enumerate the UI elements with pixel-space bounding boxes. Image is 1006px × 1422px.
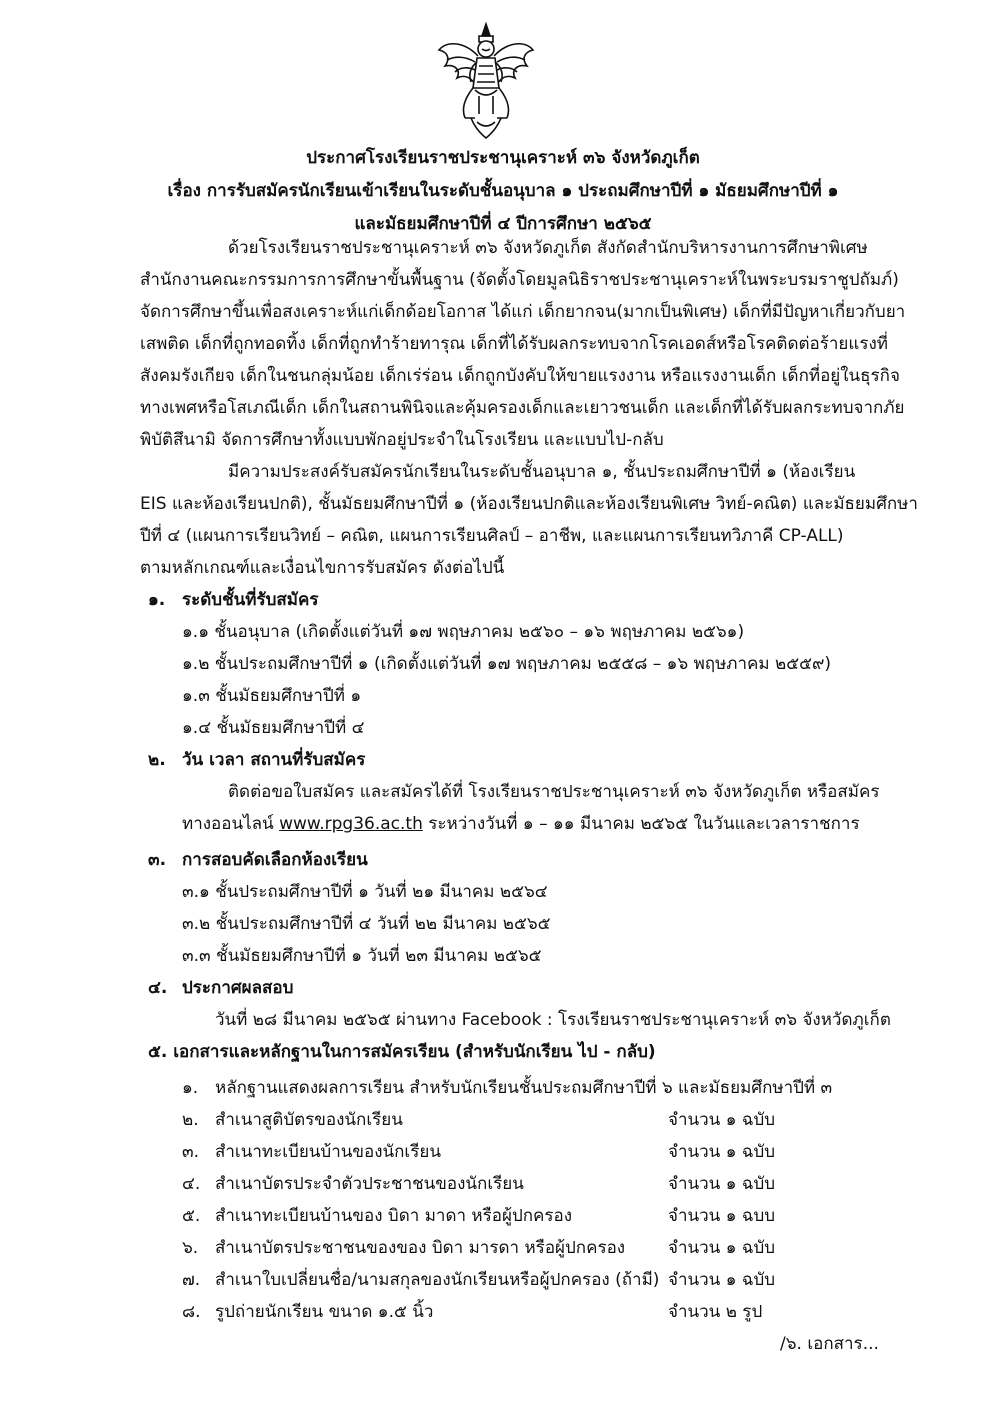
list-item: ๓.๒ ชั้นประถมศึกษาปีที่ ๔ วันที่ ๒๒ มีนาคม ๒๕๖๕ (182, 914, 551, 934)
doc-number: ๓. (182, 1142, 200, 1162)
doc-quantity: จำนวน ๒ รูป (668, 1302, 763, 1322)
continued-marker: /๖. เอกสาร... (780, 1334, 879, 1354)
paragraph-line (182, 812, 860, 836)
doc-text: สำเนาทะเบียนบ้านของนักเรียน (215, 1142, 441, 1162)
website-link[interactable]: www.rpg36.ac.th (279, 814, 423, 834)
paragraph-line: ติดต่อขอใบสมัคร และสมัครได้ที่ โรงเรียนราชประชานุเคราะห์ ๓๖ จังหวัดภูเก็ต หรือสมัคร (228, 782, 880, 802)
doc-quantity: จำนวน ๑ ฉบับ (668, 1270, 776, 1290)
list-item: ๓.๓ ชั้นมัธยมศึกษาปีที่ ๑ วันที่ ๒๓ มีนาคม ๒๕๖๕ (182, 946, 542, 966)
section-heading: ประกาศผลสอบ (182, 978, 294, 998)
doc-text: สำเนาบัตรประจำตัวประชาชนของนักเรียน (215, 1174, 524, 1194)
intro-line: จัดการศึกษาขึ้นเพื่อสงเคราะห์แก่เด็กด้อยโอกาส ได้แก่ เด็กยากจน(มากเป็นพิเศษ) เด็กที่มีปัญหาเกี่ยวกับยา (140, 302, 906, 322)
section-number: ๓. (148, 850, 167, 870)
doc-text: สำเนาทะเบียนบ้านของ บิดา มาดา หรือผู้ปกครอง (215, 1206, 573, 1226)
intro-line: พิบัติสึนามิ จัดการศึกษาทั้งแบบพักอยู่ประจำในโรงเรียน และแบบไป-กลับ (140, 430, 664, 450)
doc-text: สำเนาสูติบัตรของนักเรียน (215, 1110, 403, 1130)
doc-quantity: จำนวน ๑ ฉบับ (668, 1142, 776, 1162)
section-heading: ระดับชั้นที่รับสมัคร (182, 590, 319, 610)
intro-line: เสพติด เด็กที่ถูกทอดทิ้ง เด็กที่ถูกทำร้ายทารุณ เด็กที่ได้รับผลกระทบจากโรคเอดส์หรือโรคติดต่อร้ายแรงที่ (140, 334, 888, 354)
list-item: ๑.๔ ชั้นมัธยมศึกษาปีที่ ๔ (182, 718, 365, 738)
section-heading: การสอบคัดเลือกห้องเรียน (182, 850, 368, 870)
doc-number: ๒. (182, 1110, 199, 1130)
intro-line: สังคมรังเกียจ เด็กในชนกลุ่มน้อย เด็กเร่ร่อน เด็กถูกบังคับให้ขายแรงงาน หรือแรงงานเด็ก เด็กที่อยู่ในธุรกิจ (140, 366, 900, 386)
doc-text: สำเนาใบเปลี่ยนชื่อ/นามสกุลของนักเรียนหรือผู้ปกครอง (ถ้ามี) (215, 1270, 660, 1290)
subject-line-cont: และมัธยมศึกษาปีที่ ๔ ปีการศึกษา ๒๕๖๕ (354, 214, 652, 234)
doc-quantity: จำนวน ๑ ฉบบ (668, 1206, 776, 1226)
subject-line: เรื่อง การรับสมัครนักเรียนเข้าเรียนในระดับชั้นอนุบาล ๑ ประถมศึกษาปีที่ ๑ มัธยมศึกษาปีที่ ๑ (167, 181, 839, 201)
doc-number: ๕. (182, 1206, 201, 1226)
list-item: ๑.๒ ชั้นประถมศึกษาปีที่ ๑ (เกิดตั้งแต่วันที่ ๑๗ พฤษภาคม ๒๕๕๘ – ๑๖ พฤษภาคม ๒๕๕๙) (182, 654, 832, 674)
notice-title: ประกาศโรงเรียนราชประชานุเคราะห์ ๓๖ จังหวัดภูเก็ต (306, 148, 700, 168)
list-item: ๓.๑ ชั้นประถมศึกษาปีที่ ๑ วันที่ ๒๑ มีนาคม ๒๕๖๔ (182, 882, 548, 902)
doc-number: ๔. (182, 1174, 201, 1194)
doc-quantity: จำนวน ๑ ฉบับ (668, 1110, 776, 1130)
section-number: ๒. (148, 750, 166, 770)
list-item: ๑.๓ ชั้นมัธยมศึกษาปีที่ ๑ (182, 686, 362, 706)
doc-quantity: จำนวน ๑ ฉบับ (668, 1238, 776, 1258)
doc-text: หลักฐานแสดงผลการเรียน สำหรับนักเรียนชั้นประถมศึกษาปีที่ ๖ และมัธยมศึกษาปีที่ ๓ (215, 1078, 833, 1098)
purpose-line: มีความประสงค์รับสมัครนักเรียนในระดับชั้นอนุบาล ๑, ชั้นประถมศึกษาปีที่ ๑ (ห้องเรียน (228, 462, 856, 482)
section-heading: ๕. เอกสารและหลักฐานในการสมัครเรียน (สำหรับนักเรียน ไป - กลับ) (148, 1042, 656, 1062)
section-number: ๑. (148, 590, 166, 610)
doc-number: ๑. (182, 1078, 199, 1098)
garuda-emblem-icon (435, 22, 537, 140)
intro-line: ทางเพศหรือโสเภณีเด็ก เด็กในสถานพินิจและคุ้มครองเด็กและเยาวชนเด็ก และเด็กที่ได้รับผลกระทบจากภัย (140, 398, 905, 418)
doc-text: สำเนาบัตรประชาชนของของ บิดา มารดา หรือผู้ปกครอง (215, 1238, 626, 1258)
paragraph-text: ทางออนไลน์ (182, 814, 280, 834)
paragraph-line: วันที่ ๒๘ มีนาคม ๒๕๖๕ ผ่านทาง Facebook : โรงเรียนราชประชานุเคราะห์ ๓๖ จังหวัดภูเก็ต (215, 1010, 891, 1030)
intro-line: สำนักงานคณะกรรมการการศึกษาขั้นพื้นฐาน (จัดตั้งโดยมูลนิธิราชประชานุเคราะห์ในพระบรมราชูปถัมภ์) (140, 270, 899, 290)
doc-number: ๖. (182, 1238, 199, 1258)
doc-number: ๗. (182, 1270, 201, 1290)
section-heading: วัน เวลา สถานที่รับสมัคร (182, 750, 366, 770)
section-number: ๔. (148, 978, 168, 998)
doc-number: ๘. (182, 1302, 201, 1322)
list-item: ๑.๑ ชั้นอนุบาล (เกิดตั้งแต่วันที่ ๑๗ พฤษภาคม ๒๕๖๐ – ๑๖ พฤษภาคม ๒๕๖๑) (182, 622, 745, 642)
doc-quantity: จำนวน ๑ ฉบับ (668, 1174, 776, 1194)
purpose-line: ตามหลักเกณฑ์และเงื่อนไขการรับสมัคร ดังต่อไปนี้ (140, 558, 505, 578)
paragraph-text: ระหว่างวันที่ ๑ – ๑๑ มีนาคม ๒๕๖๕ ในวันและเวลาราชการ (422, 814, 860, 834)
intro-line: ด้วยโรงเรียนราชประชานุเคราะห์ ๓๖ จังหวัดภูเก็ต สังกัดสำนักบริหารงานการศึกษาพิเศษ (228, 238, 868, 258)
purpose-line: ปีที่ ๔ (แผนการเรียนวิทย์ – คณิต, แผนการเรียนศิลป์ – อาชีพ, และแผนการเรียนทวิภาคี CP-ALL) (140, 526, 844, 546)
doc-text: รูปถ่ายนักเรียน ขนาด ๑.๕ นิ้ว (215, 1302, 434, 1322)
purpose-line: EIS และห้องเรียนปกติ), ชั้นมัธยมศึกษาปีที่ ๑ (ห้องเรียนปกติและห้องเรียนพิเศษ วิทย์-คณิต) และมัธยมศึกษา (140, 494, 918, 514)
